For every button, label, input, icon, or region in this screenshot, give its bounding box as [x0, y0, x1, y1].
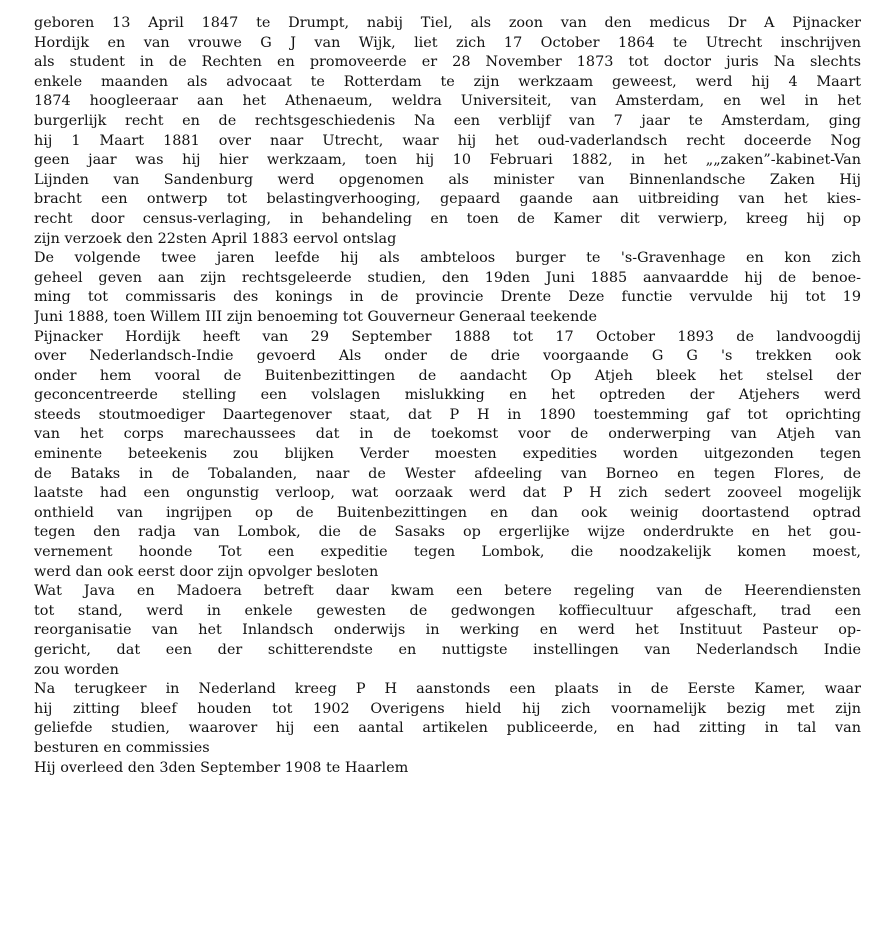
text-line: Pijnacker Hordijk heeft van 29 September 1888 tot 17 October 1893 de landvoogdij [34, 328, 861, 345]
text-line: Juni 1888, toen Willem III zijn benoeming tot Gouverneur Generaal teekende [34, 308, 598, 325]
text-line: zijn verzoek den 22sten April 1883 eervol ontslag [34, 230, 397, 247]
text-line: geen jaar was hij hier werkzaam, toen hij 10 Februari 1882, in het „„zaken”‑kabinet-Van [34, 152, 861, 169]
text-line: tot stand, werd in enkele gewesten de gedwongen koffiecultuur afgeschaft, trad een [34, 602, 861, 619]
text-line: geboren 13 April 1847 te Drumpt, nabij Tiel, als zoon van den medicus Dr A Pijnacker [34, 15, 861, 31]
text-line: eminente beteekenis zou blijken Verder moesten expedities worden uitgezonden tegen [34, 446, 861, 463]
text-line: geliefde studien, waarover hij een aantal artikelen publiceerde, en had zitting in tal van [34, 720, 861, 737]
text-line: van het corps marechaussees dat in de toekomst voor de onderwerping van Atjeh van [34, 426, 861, 443]
text-line: 1874 hoogleeraar aan het Athenaeum, weldra Universiteit, van Amsterdam, en wel in het [34, 93, 861, 110]
text-line: ming tot commissaris des konings in de provincie Drente Deze functie vervulde hij tot 19 [34, 289, 861, 306]
text-line: De volgende twee jaren leefde hij als ambteloos burger te 's-Gravenhage en kon zich [34, 250, 861, 267]
text-line: burgerlijk recht en de rechtsgeschiedenis Na een verblijf van 7 jaar te Amsterdam, ging [34, 112, 861, 129]
paragraph-commissaris [34, 249, 861, 327]
text-line: over Nederlandsch-Indie gevoerd Als onder de drie voorgaande G G 's trekken ook [34, 348, 861, 365]
text-line: steeds stoutmoediger Daartegenover staat, dat P H in 1890 toestemming gaf tot oprichting [34, 406, 861, 423]
text-line: bracht een ontwerp tot belastingverhooging, gepaard gaande aan uitbreiding van het kies- [34, 191, 861, 208]
paragraph-birth-career [34, 14, 861, 249]
paragraph-eerste-kamer [34, 680, 861, 758]
text-line: geheel geven aan zijn rechtsgeleerde studien, den 19den Juni 1885 aanvaardde hij de benoe- [34, 269, 861, 286]
text-line: onder hem vooral de Buitenbezittingen de aandacht Op Atjeh bleek het stelsel der [34, 367, 861, 384]
text-line: hij 1 Maart 1881 over naar Utrecht, waar hij het oud-vaderlandsch recht doceerde Nog [34, 132, 861, 149]
text-line: Na terugkeer in Nederland kreeg P H aanstonds een plaats in de Eerste Kamer, waar [34, 681, 861, 698]
text-line: tegen den radja van Lombok, die de Sasaks op ergerlijke wijze onderdrukte en het gou- [34, 524, 861, 541]
text-line: enkele maanden als advocaat te Rotterdam te zijn werkzaam geweest, werd hij 4 Maart [34, 73, 861, 90]
text-line: besturen en commissies [34, 739, 210, 756]
text-line: Lijnden van Sandenburg werd opgenomen als minister van Binnenlandsche Zaken Hij [34, 171, 861, 188]
paragraph-landvoogdij [34, 328, 861, 583]
text-line: hij zitting bleef houden tot 1902 Overigens hield hij zich voornamelijk bezig met zijn [34, 700, 861, 717]
text-line: werd dan ook eerst door zijn opvolger besloten [34, 563, 379, 580]
text-line: Wat Java en Madoera betreft daar kwam een betere regeling van de Heerendiensten [34, 583, 861, 600]
text-line: als student in de Rechten en promoveerde er 28 November 1873 tot doctor juris Na slechts [34, 54, 861, 71]
text-line: onthield van ingrijpen op de Buitenbezittingen en dan ook weinig doortastend optrad [34, 504, 861, 521]
text-line: zou worden [34, 661, 119, 678]
text-line: recht door census-verlaging, in behandeling en toen de Kamer dit verwierp, kreeg hij op [34, 210, 861, 227]
text-line: laatste had een ongunstig verloop, wat oorzaak werd dat P H zich sedert zooveel mogelijk [34, 485, 861, 502]
text-line: Hij overleed den 3den September 1908 te Haarlem [34, 759, 409, 776]
paragraph-death [34, 759, 861, 779]
text-line: vernement hoonde Tot een expeditie tegen Lombok, die noodzakelijk komen moest, [34, 544, 861, 561]
text-line: reorganisatie van het Inlandsch onderwijs in werking en werd het Instituut Pasteur op- [34, 622, 861, 639]
text-line: Hordijk en van vrouwe G J van Wijk, liet zich 17 October 1864 te Utrecht inschrijven [34, 34, 861, 51]
text-line: gericht, dat een der schitterendste en nuttigste instellingen van Nederlandsch Indie [34, 642, 861, 658]
text-line: geconcentreerde stelling een volslagen mislukking en het optreden der Atjehers werd [34, 387, 861, 404]
paragraph-java-madoera [34, 582, 861, 680]
text-line: de Bataks in de Tobalanden, naar de Wester afdeeling van Borneo en tegen Flores, de [34, 465, 861, 482]
